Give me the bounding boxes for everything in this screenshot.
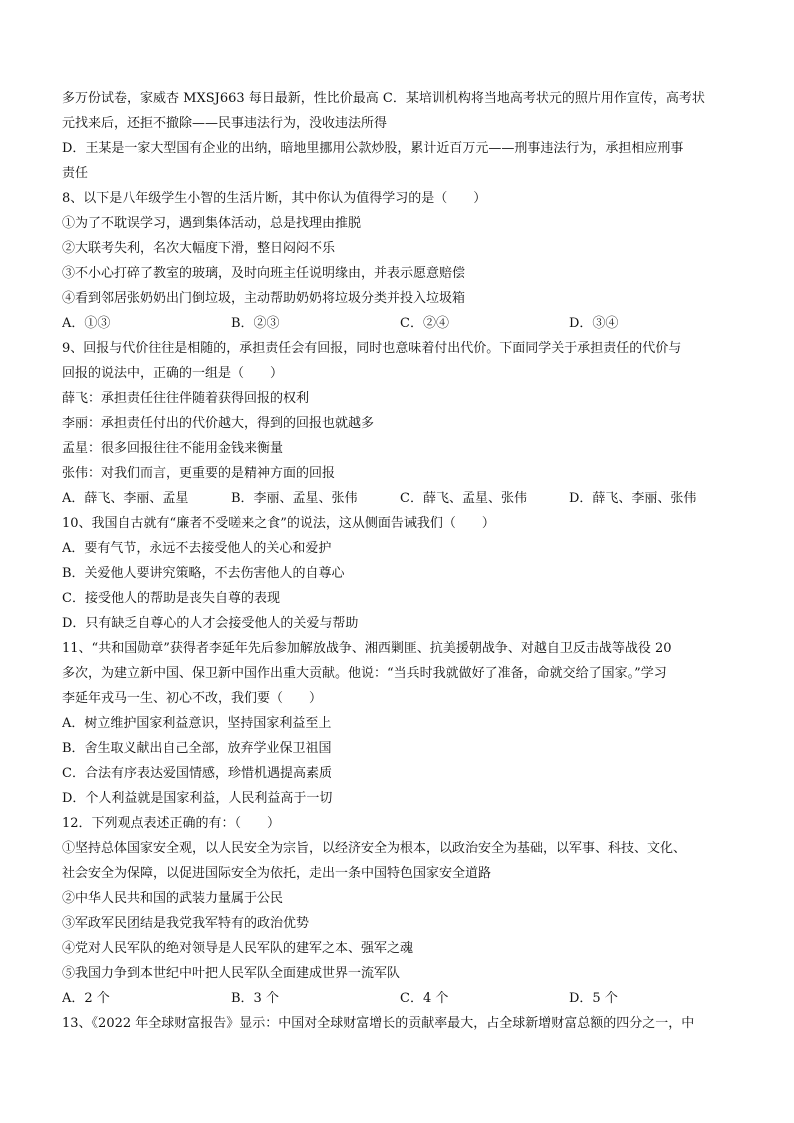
q12-item: 社会安全为保障，以促进国际安全为依托，走出一条中国特色国家安全道路 (62, 866, 492, 881)
q10-option-c: C．接受他人的帮助是丧失自尊的表现 (62, 591, 280, 606)
q11-stem: 李延年戎马一生、初心不改，我们要（ ） (62, 691, 323, 706)
q11-option-a: A．树立维护国家利益意识，坚持国家利益至上 (62, 716, 332, 731)
q9-stem: 回报的说法中，正确的一组是（ ） (62, 366, 284, 381)
q8-stem: 8、以下是八年级学生小智的生活片断，其中你认为值得学习的是（ ） (62, 191, 487, 206)
q12-item: ①坚持总体国家安全观，以人民安全为宗旨，以经济安全为根本，以政治安全为基础，以军事、科技、文化、 (62, 841, 687, 856)
q8-option-c: C．②④ (400, 316, 449, 331)
q8-item: ③不小心打碎了教室的玻璃，及时向班主任说明缘由，并表示愿意赔偿 (62, 266, 466, 281)
q8-option-d: D．③④ (569, 316, 619, 331)
q9-item: 孟星：很多回报往往不能用金钱来衡量 (62, 441, 284, 456)
q11-option-c: C．合法有序表达爱国情感，珍惜机遇提高素质 (62, 766, 332, 781)
q9-stem: 9、回报与代价往往是相随的，承担责任会有回报，同时也意味着付出代价。下面同学关于承担责任的代价与 (62, 341, 682, 356)
q9-option-a: A．薛飞、李丽、孟星 (62, 491, 189, 506)
q10-option-b: B．关爱他人要讲究策略，不去伤害他人的自尊心 (62, 566, 345, 581)
q9-option-c: C．薛飞、孟星、张伟 (400, 491, 527, 506)
q11-option-d: D．个人利益就是国家利益，人民利益高于一切 (62, 791, 333, 806)
q8-option-b: B．②③ (231, 316, 280, 331)
q12-options (62, 986, 740, 1011)
q10-option-a: A．要有气节，永远不去接受他人的关心和爱护 (62, 541, 332, 556)
q13-stem: 13、《2022 年全球财富报告》显示：中国对全球财富增长的贡献率最大，占全球新增财富总额的四分之一，中 (62, 1016, 695, 1031)
q12-option-a: A．2 个 (62, 991, 110, 1006)
q10-stem: 10、我国自古就有“廉者不受嗟来之食”的说法，这从侧面告诫我们（ ） (62, 516, 495, 531)
q9-option-d: D．薛飞、李丽、张伟 (569, 491, 697, 506)
q12-item: ⑤我国力争到本世纪中叶把人民军队全面建成世界一流军队 (62, 966, 401, 981)
q8-option-a: A．①③ (62, 316, 111, 331)
q10-option-d: D．只有缺乏自尊心的人才会接受他人的关爱与帮助 (62, 616, 359, 631)
q9-option-b: B．李丽、孟星、张伟 (231, 491, 358, 506)
q8-item: ①为了不耽误学习，遇到集体活动，总是找理由推脱 (62, 216, 362, 231)
q8-item: ②大联考失利，名次大幅度下滑，整日闷闷不乐 (62, 241, 336, 256)
q11-stem: 11、“共和国勋章”获得者李延年先后参加解放战争、湘西剿匪、抗美援朝战争、对越自卫反击战等战役 20 (62, 641, 672, 656)
exam-page (62, 86, 740, 1036)
q12-option-b: B．3 个 (231, 991, 279, 1006)
q12-stem: 12．下列观点表述正确的有：（ ） (62, 816, 281, 831)
option-d-line: D．王某是一家大型国有企业的出纳，暗地里挪用公款炒股，累计近百万元——刑事违法行为，承担相应刑事 (62, 141, 684, 156)
option-d-line: 责任 (62, 166, 89, 181)
q9-item: 薛飞：承担责任往往伴随着获得回报的权利 (62, 391, 310, 406)
q11-stem: 多次，为建立新中国、保卫新中国作出重大贡献。他说：“当兵时我就做好了准备，命就交给了国家。”学习 (62, 666, 667, 681)
text-line: 多万份试卷，家威杏 MXSJ663 每日最新，性比价最高 C．某培训机构将当地高考状元的照片用作宣传，高考状 (62, 91, 705, 106)
q9-options (62, 486, 740, 511)
text-line: 元找来后，还拒不撤除——民事违法行为，没收违法所得 (62, 116, 388, 131)
q12-option-d: D．5 个 (569, 991, 618, 1006)
q12-item: ②中华人民共和国的武装力量属于公民 (62, 891, 284, 906)
q12-item: ③军政军民团结是我党我军特有的政治优势 (62, 916, 310, 931)
q8-item: ④看到邻居张奶奶出门倒垃圾，主动帮助奶奶将垃圾分类并投入垃圾箱 (62, 291, 466, 306)
q9-item: 李丽：承担责任付出的代价越大，得到的回报也就越多 (62, 416, 375, 431)
q12-option-c: C．4 个 (400, 991, 449, 1006)
q9-item: 张伟：对我们而言，更重要的是精神方面的回报 (62, 466, 336, 481)
q8-options (62, 311, 740, 336)
q12-item: ④党对人民军队的绝对领导是人民军队的建军之本、强军之魂 (62, 941, 414, 956)
q11-option-b: B．舍生取义献出自己全部，放弃学业保卫祖国 (62, 741, 332, 756)
